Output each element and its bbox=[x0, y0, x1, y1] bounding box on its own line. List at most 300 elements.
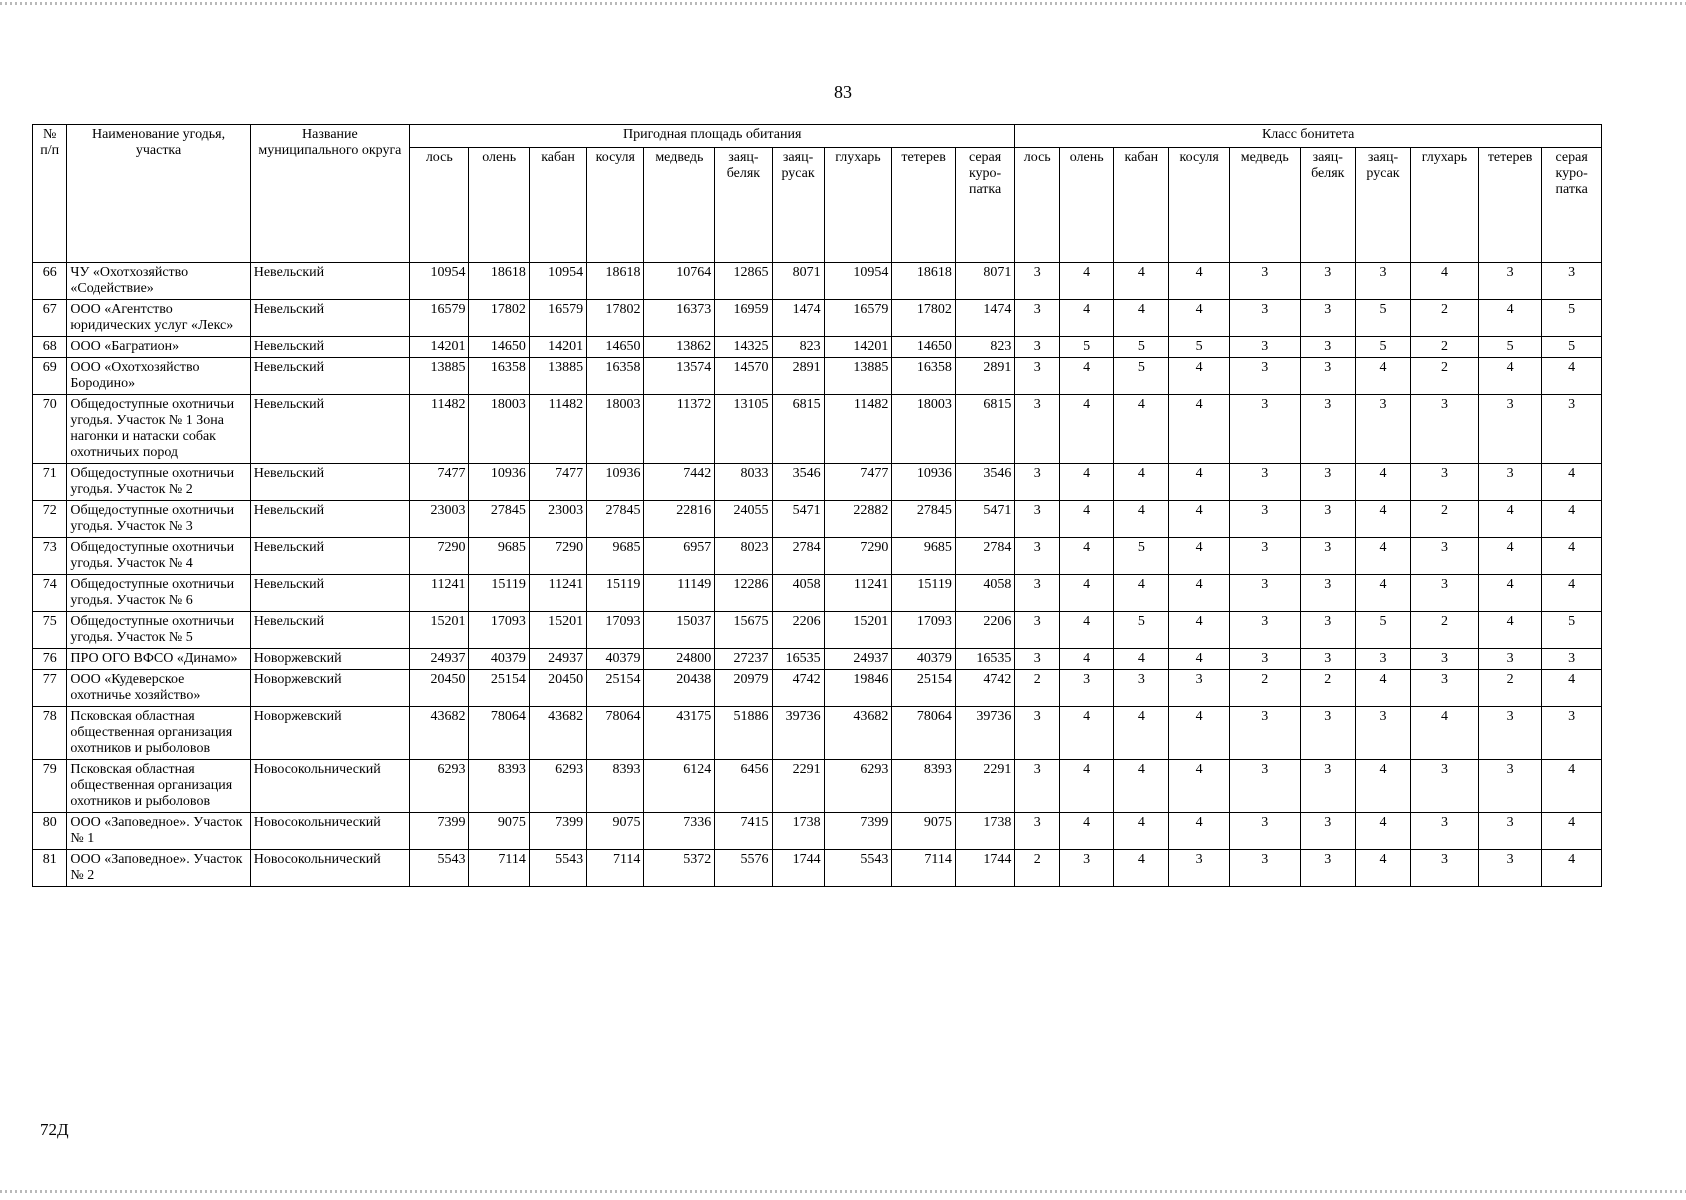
area-value: 12865 bbox=[715, 263, 772, 300]
area-value: 9075 bbox=[892, 813, 956, 850]
row-name: Общедоступные охотничьи угодья. Участок № 3 bbox=[67, 501, 250, 538]
class-value: 3 bbox=[1229, 813, 1300, 850]
area-value: 40379 bbox=[892, 649, 956, 670]
area-value: 14325 bbox=[715, 337, 772, 358]
class-value: 3 bbox=[1478, 263, 1542, 300]
class-value: 3 bbox=[1300, 575, 1355, 612]
class-value: 4 bbox=[1169, 760, 1229, 813]
class-value: 4 bbox=[1169, 707, 1229, 760]
class-value: 3 bbox=[1229, 395, 1300, 464]
class-value: 4 bbox=[1060, 649, 1114, 670]
area-value: 18003 bbox=[587, 395, 644, 464]
row-number: 79 bbox=[33, 760, 67, 813]
header-area-species: медведь bbox=[644, 148, 715, 263]
class-value: 3 bbox=[1542, 263, 1602, 300]
class-value: 5 bbox=[1114, 358, 1169, 395]
area-value: 40379 bbox=[587, 649, 644, 670]
row-name: Общедоступные охотничьи угодья. Участок № 6 bbox=[67, 575, 250, 612]
area-value: 25154 bbox=[587, 670, 644, 707]
area-value: 2784 bbox=[772, 538, 824, 575]
area-value: 4742 bbox=[955, 670, 1014, 707]
class-value: 4 bbox=[1169, 575, 1229, 612]
area-value: 18003 bbox=[469, 395, 529, 464]
row-district: Новоржевский bbox=[250, 670, 409, 707]
row-name: Общедоступные охотничьи угодья. Участок № 5 bbox=[67, 612, 250, 649]
class-value: 2 bbox=[1411, 358, 1479, 395]
class-value: 4 bbox=[1169, 395, 1229, 464]
class-value: 3 bbox=[1229, 501, 1300, 538]
row-district: Невельский bbox=[250, 612, 409, 649]
area-value: 17093 bbox=[892, 612, 956, 649]
class-value: 3 bbox=[1015, 612, 1060, 649]
header-area-species: заяц-беляк bbox=[715, 148, 772, 263]
area-value: 8071 bbox=[772, 263, 824, 300]
area-value: 23003 bbox=[529, 501, 586, 538]
class-value: 3 bbox=[1300, 612, 1355, 649]
row-district: Невельский bbox=[250, 464, 409, 501]
row-name: Общедоступные охотничьи угодья. Участок № 4 bbox=[67, 538, 250, 575]
area-value: 9685 bbox=[892, 538, 956, 575]
row-number: 69 bbox=[33, 358, 67, 395]
area-value: 78064 bbox=[587, 707, 644, 760]
table-row bbox=[33, 464, 1602, 501]
class-value: 3 bbox=[1542, 649, 1602, 670]
row-district: Невельский bbox=[250, 263, 409, 300]
class-value: 3 bbox=[1300, 760, 1355, 813]
class-value: 3 bbox=[1478, 760, 1542, 813]
class-value: 5 bbox=[1060, 337, 1114, 358]
area-value: 9685 bbox=[587, 538, 644, 575]
area-value: 16535 bbox=[955, 649, 1014, 670]
class-value: 3 bbox=[1015, 707, 1060, 760]
class-value: 3 bbox=[1229, 649, 1300, 670]
class-value: 2 bbox=[1411, 337, 1479, 358]
area-value: 14570 bbox=[715, 358, 772, 395]
area-value: 10936 bbox=[587, 464, 644, 501]
header-class-species: кабан bbox=[1114, 148, 1169, 263]
class-value: 4 bbox=[1355, 760, 1410, 813]
class-value: 3 bbox=[1300, 649, 1355, 670]
class-value: 3 bbox=[1015, 464, 1060, 501]
class-value: 3 bbox=[1060, 670, 1114, 707]
area-value: 10936 bbox=[469, 464, 529, 501]
class-value: 3 bbox=[1300, 464, 1355, 501]
class-value: 3 bbox=[1411, 813, 1479, 850]
area-value: 7415 bbox=[715, 813, 772, 850]
area-value: 17802 bbox=[469, 300, 529, 337]
class-value: 4 bbox=[1355, 358, 1410, 395]
row-number: 81 bbox=[33, 850, 67, 887]
row-number: 68 bbox=[33, 337, 67, 358]
header-class-species: лось bbox=[1015, 148, 1060, 263]
area-value: 8393 bbox=[892, 760, 956, 813]
area-value: 7114 bbox=[587, 850, 644, 887]
row-name: Псковская областная общественная организация охотников и рыболовов bbox=[67, 760, 250, 813]
area-value: 6456 bbox=[715, 760, 772, 813]
header-class-species: медведь bbox=[1229, 148, 1300, 263]
table-row bbox=[33, 760, 1602, 813]
class-value: 4 bbox=[1169, 538, 1229, 575]
class-value: 4 bbox=[1355, 813, 1410, 850]
area-value: 13885 bbox=[410, 358, 469, 395]
class-value: 4 bbox=[1542, 670, 1602, 707]
area-value: 17802 bbox=[587, 300, 644, 337]
area-value: 16358 bbox=[587, 358, 644, 395]
class-value: 4 bbox=[1114, 760, 1169, 813]
class-value: 4 bbox=[1355, 575, 1410, 612]
class-value: 4 bbox=[1169, 649, 1229, 670]
area-value: 4058 bbox=[772, 575, 824, 612]
class-value: 3 bbox=[1015, 538, 1060, 575]
area-value: 25154 bbox=[469, 670, 529, 707]
class-value: 3 bbox=[1478, 707, 1542, 760]
area-value: 5471 bbox=[772, 501, 824, 538]
row-district: Невельский bbox=[250, 358, 409, 395]
class-value: 4 bbox=[1478, 358, 1542, 395]
class-value: 4 bbox=[1169, 612, 1229, 649]
area-value: 2891 bbox=[955, 358, 1014, 395]
class-value: 3 bbox=[1229, 707, 1300, 760]
area-value: 6293 bbox=[410, 760, 469, 813]
class-value: 3 bbox=[1300, 707, 1355, 760]
area-value: 25154 bbox=[892, 670, 956, 707]
class-value: 3 bbox=[1229, 575, 1300, 612]
table-row bbox=[33, 263, 1602, 300]
area-value: 16535 bbox=[772, 649, 824, 670]
class-value: 3 bbox=[1411, 575, 1479, 612]
header-class-species: серая куро-патка bbox=[1542, 148, 1602, 263]
class-value: 5 bbox=[1355, 300, 1410, 337]
area-value: 3546 bbox=[955, 464, 1014, 501]
table-row bbox=[33, 337, 1602, 358]
row-number: 66 bbox=[33, 263, 67, 300]
row-number: 80 bbox=[33, 813, 67, 850]
area-value: 27845 bbox=[587, 501, 644, 538]
area-value: 78064 bbox=[469, 707, 529, 760]
area-value: 2206 bbox=[955, 612, 1014, 649]
row-name: ООО «Агентство юридических услуг «Лекс» bbox=[67, 300, 250, 337]
area-value: 10936 bbox=[892, 464, 956, 501]
class-value: 3 bbox=[1355, 707, 1410, 760]
class-value: 3 bbox=[1411, 670, 1479, 707]
area-value: 1474 bbox=[955, 300, 1014, 337]
area-value: 4058 bbox=[955, 575, 1014, 612]
row-district: Невельский bbox=[250, 538, 409, 575]
row-name: ООО «Кудеверское охотничье хозяйство» bbox=[67, 670, 250, 707]
class-value: 4 bbox=[1542, 358, 1602, 395]
area-value: 39736 bbox=[955, 707, 1014, 760]
class-value: 3 bbox=[1229, 263, 1300, 300]
area-value: 40379 bbox=[469, 649, 529, 670]
area-value: 14201 bbox=[529, 337, 586, 358]
scan-edge-top bbox=[0, 2, 1686, 5]
class-value: 2 bbox=[1015, 850, 1060, 887]
header-name: Наименование угодья, участка bbox=[67, 125, 250, 263]
area-value: 10764 bbox=[644, 263, 715, 300]
row-district: Невельский bbox=[250, 300, 409, 337]
area-value: 24937 bbox=[824, 649, 892, 670]
class-value: 4 bbox=[1114, 464, 1169, 501]
class-value: 3 bbox=[1411, 760, 1479, 813]
area-value: 24800 bbox=[644, 649, 715, 670]
table-row bbox=[33, 300, 1602, 337]
area-value: 27845 bbox=[892, 501, 956, 538]
area-value: 1474 bbox=[772, 300, 824, 337]
area-value: 24937 bbox=[529, 649, 586, 670]
class-value: 4 bbox=[1114, 263, 1169, 300]
class-value: 3 bbox=[1411, 850, 1479, 887]
area-value: 15119 bbox=[587, 575, 644, 612]
table-row bbox=[33, 612, 1602, 649]
area-value: 43682 bbox=[529, 707, 586, 760]
area-value: 5543 bbox=[529, 850, 586, 887]
class-value: 2 bbox=[1015, 670, 1060, 707]
class-value: 4 bbox=[1169, 300, 1229, 337]
class-value: 5 bbox=[1542, 300, 1602, 337]
area-value: 7114 bbox=[892, 850, 956, 887]
class-value: 3 bbox=[1300, 850, 1355, 887]
area-value: 15201 bbox=[410, 612, 469, 649]
class-value: 2 bbox=[1478, 670, 1542, 707]
area-value: 9075 bbox=[469, 813, 529, 850]
area-value: 20450 bbox=[410, 670, 469, 707]
header-class-group: Класс бонитета bbox=[1015, 125, 1602, 148]
area-value: 9075 bbox=[587, 813, 644, 850]
header-district: Название муниципального округа bbox=[250, 125, 409, 263]
class-value: 3 bbox=[1542, 395, 1602, 464]
area-value: 78064 bbox=[892, 707, 956, 760]
area-value: 16579 bbox=[529, 300, 586, 337]
table-row bbox=[33, 358, 1602, 395]
class-value: 4 bbox=[1478, 538, 1542, 575]
scan-edge-bottom bbox=[0, 1190, 1686, 1193]
class-value: 4 bbox=[1060, 575, 1114, 612]
class-value: 3 bbox=[1411, 538, 1479, 575]
area-value: 14201 bbox=[410, 337, 469, 358]
table-row bbox=[33, 575, 1602, 612]
class-value: 4 bbox=[1060, 612, 1114, 649]
class-value: 5 bbox=[1355, 337, 1410, 358]
class-value: 5 bbox=[1355, 612, 1410, 649]
area-value: 6957 bbox=[644, 538, 715, 575]
row-district: Невельский bbox=[250, 395, 409, 464]
class-value: 4 bbox=[1114, 300, 1169, 337]
class-value: 3 bbox=[1355, 649, 1410, 670]
area-value: 2891 bbox=[772, 358, 824, 395]
area-value: 10954 bbox=[529, 263, 586, 300]
class-value: 2 bbox=[1411, 501, 1479, 538]
area-value: 43175 bbox=[644, 707, 715, 760]
class-value: 3 bbox=[1229, 612, 1300, 649]
area-value: 16358 bbox=[469, 358, 529, 395]
row-name: ПРО ОГО ВФСО «Динамо» bbox=[67, 649, 250, 670]
header-area-species: глухарь bbox=[824, 148, 892, 263]
class-value: 4 bbox=[1169, 263, 1229, 300]
row-name: Псковская областная общественная организация охотников и рыболовов bbox=[67, 707, 250, 760]
area-value: 7399 bbox=[529, 813, 586, 850]
area-value: 20979 bbox=[715, 670, 772, 707]
class-value: 4 bbox=[1114, 501, 1169, 538]
class-value: 3 bbox=[1300, 501, 1355, 538]
area-value: 14650 bbox=[892, 337, 956, 358]
class-value: 5 bbox=[1114, 612, 1169, 649]
header-class-species: косуля bbox=[1169, 148, 1229, 263]
area-value: 22882 bbox=[824, 501, 892, 538]
class-value: 4 bbox=[1355, 501, 1410, 538]
class-value: 4 bbox=[1542, 760, 1602, 813]
class-value: 4 bbox=[1411, 707, 1479, 760]
class-value: 4 bbox=[1355, 670, 1410, 707]
class-value: 2 bbox=[1411, 612, 1479, 649]
area-value: 16959 bbox=[715, 300, 772, 337]
class-value: 4 bbox=[1542, 501, 1602, 538]
class-value: 3 bbox=[1355, 263, 1410, 300]
class-value: 4 bbox=[1542, 813, 1602, 850]
row-number: 75 bbox=[33, 612, 67, 649]
class-value: 4 bbox=[1114, 707, 1169, 760]
area-value: 16373 bbox=[644, 300, 715, 337]
area-value: 7477 bbox=[410, 464, 469, 501]
area-value: 14650 bbox=[469, 337, 529, 358]
area-value: 18618 bbox=[469, 263, 529, 300]
class-value: 3 bbox=[1300, 813, 1355, 850]
area-value: 6124 bbox=[644, 760, 715, 813]
class-value: 4 bbox=[1355, 850, 1410, 887]
area-value: 5471 bbox=[955, 501, 1014, 538]
row-district: Новосокольнический bbox=[250, 850, 409, 887]
row-district: Невельский bbox=[250, 337, 409, 358]
area-value: 13574 bbox=[644, 358, 715, 395]
area-value: 7336 bbox=[644, 813, 715, 850]
area-value: 23003 bbox=[410, 501, 469, 538]
row-name: ООО «Охотхозяйство Бородино» bbox=[67, 358, 250, 395]
class-value: 2 bbox=[1300, 670, 1355, 707]
class-value: 3 bbox=[1411, 395, 1479, 464]
header-class-species: олень bbox=[1060, 148, 1114, 263]
header-area-group: Пригодная площадь обитания bbox=[410, 125, 1015, 148]
class-value: 3 bbox=[1229, 358, 1300, 395]
row-name: Общедоступные охотничьи угодья. Участок № 2 bbox=[67, 464, 250, 501]
area-value: 20450 bbox=[529, 670, 586, 707]
area-value: 2206 bbox=[772, 612, 824, 649]
header-area-species: олень bbox=[469, 148, 529, 263]
header-area-species: заяц-русак bbox=[772, 148, 824, 263]
class-value: 3 bbox=[1229, 538, 1300, 575]
area-value: 5576 bbox=[715, 850, 772, 887]
area-value: 11241 bbox=[824, 575, 892, 612]
table-header bbox=[33, 125, 1602, 263]
class-value: 3 bbox=[1300, 263, 1355, 300]
class-value: 4 bbox=[1114, 395, 1169, 464]
area-value: 27237 bbox=[715, 649, 772, 670]
class-value: 3 bbox=[1015, 395, 1060, 464]
area-value: 27845 bbox=[469, 501, 529, 538]
area-value: 11482 bbox=[824, 395, 892, 464]
header-area-species: серая куро-патка bbox=[955, 148, 1014, 263]
row-district: Новоржевский bbox=[250, 649, 409, 670]
class-value: 3 bbox=[1169, 670, 1229, 707]
area-value: 12286 bbox=[715, 575, 772, 612]
row-district: Невельский bbox=[250, 501, 409, 538]
area-value: 7114 bbox=[469, 850, 529, 887]
class-value: 3 bbox=[1478, 813, 1542, 850]
area-value: 15119 bbox=[892, 575, 956, 612]
class-value: 5 bbox=[1114, 337, 1169, 358]
row-number: 76 bbox=[33, 649, 67, 670]
class-value: 3 bbox=[1015, 337, 1060, 358]
header-area-species: тетерев bbox=[892, 148, 956, 263]
class-value: 3 bbox=[1411, 649, 1479, 670]
area-value: 2291 bbox=[955, 760, 1014, 813]
class-value: 4 bbox=[1060, 395, 1114, 464]
class-value: 4 bbox=[1114, 575, 1169, 612]
area-value: 22816 bbox=[644, 501, 715, 538]
class-value: 3 bbox=[1478, 649, 1542, 670]
class-value: 5 bbox=[1114, 538, 1169, 575]
class-value: 3 bbox=[1478, 850, 1542, 887]
area-value: 7442 bbox=[644, 464, 715, 501]
table-row bbox=[33, 395, 1602, 464]
area-value: 823 bbox=[955, 337, 1014, 358]
area-value: 7399 bbox=[824, 813, 892, 850]
class-value: 4 bbox=[1542, 538, 1602, 575]
row-district: Новоржевский bbox=[250, 707, 409, 760]
class-value: 4 bbox=[1355, 464, 1410, 501]
table-row bbox=[33, 538, 1602, 575]
class-value: 4 bbox=[1060, 464, 1114, 501]
class-value: 3 bbox=[1015, 501, 1060, 538]
header-area-species: кабан bbox=[529, 148, 586, 263]
class-value: 3 bbox=[1015, 760, 1060, 813]
class-value: 3 bbox=[1411, 464, 1479, 501]
class-value: 4 bbox=[1114, 850, 1169, 887]
area-value: 24937 bbox=[410, 649, 469, 670]
class-value: 3 bbox=[1114, 670, 1169, 707]
area-value: 15201 bbox=[824, 612, 892, 649]
area-value: 6815 bbox=[772, 395, 824, 464]
class-value: 3 bbox=[1015, 358, 1060, 395]
area-value: 5543 bbox=[824, 850, 892, 887]
row-name: Общедоступные охотничьи угодья. Участок № 1 Зона нагонки и натаски собак охотничьих пород bbox=[67, 395, 250, 464]
class-value: 4 bbox=[1169, 464, 1229, 501]
class-value: 4 bbox=[1060, 300, 1114, 337]
class-value: 4 bbox=[1542, 464, 1602, 501]
area-value: 13105 bbox=[715, 395, 772, 464]
area-value: 8071 bbox=[955, 263, 1014, 300]
class-value: 4 bbox=[1060, 707, 1114, 760]
area-value: 6293 bbox=[529, 760, 586, 813]
area-value: 5543 bbox=[410, 850, 469, 887]
class-value: 3 bbox=[1300, 337, 1355, 358]
area-value: 7477 bbox=[529, 464, 586, 501]
area-value: 11241 bbox=[529, 575, 586, 612]
area-value: 7477 bbox=[824, 464, 892, 501]
area-value: 17802 bbox=[892, 300, 956, 337]
class-value: 4 bbox=[1478, 501, 1542, 538]
class-value: 2 bbox=[1411, 300, 1479, 337]
class-value: 3 bbox=[1169, 850, 1229, 887]
class-value: 4 bbox=[1478, 612, 1542, 649]
area-value: 10954 bbox=[410, 263, 469, 300]
class-value: 4 bbox=[1542, 850, 1602, 887]
row-number: 67 bbox=[33, 300, 67, 337]
area-value: 14201 bbox=[824, 337, 892, 358]
area-value: 8393 bbox=[469, 760, 529, 813]
header-class-species: заяц-беляк bbox=[1300, 148, 1355, 263]
area-value: 1738 bbox=[772, 813, 824, 850]
area-value: 43682 bbox=[824, 707, 892, 760]
class-value: 5 bbox=[1478, 337, 1542, 358]
